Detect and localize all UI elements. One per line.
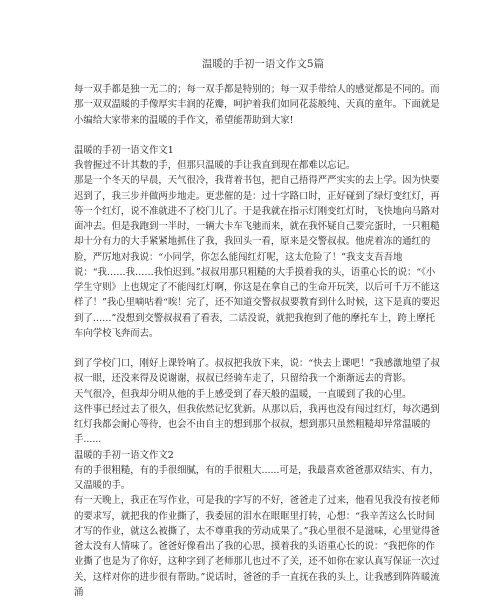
- paragraph-gap: [74, 128, 442, 143]
- section-2-paragraph: 有的手很粗糙，有的手很细腻，有的手很粗大......可是，我最喜欢爸爸那双结实、有力，又温暖的手。: [74, 464, 439, 491]
- section-1-paragraph: 天气很冷，但我却分明从他的手上感受到了春天般的温暖，一直暖到了我的心里。: [74, 388, 412, 400]
- section-1-paragraph: 这件事已经过去了很久，但我依然记忆犹新。从那以后，我再也没有闯过红灯，每次遇到红灯我都会耐心等待，也会不由自主的想到那个叔叔，想到那只虽然粗糙却异常温暖的手......: [74, 403, 440, 446]
- paragraph-gap: [74, 341, 442, 356]
- section-2-paragraph: 有一天晚上，我正在写作业，可是我的字写的不好，爸爸走了过来，他看见我没有按老师的要求写，就把我的作业撕了，我委屈的泪水在眼眶里打转，心想：“我辛苦这么长时间才写的作业，就这么被撕了，太不尊重我的劳动成果了。”我心里很不是滋味，心里觉得爸爸太没有人情味了。爸爸好像看出了我的心思，摸着我的头语重心长的说：“我把你的作业撕了也是为了你好，这种字到了老师那儿也过不了关，还不如你在家认真写保证一次过关，这样对你的进步很有帮助。”说话时，爸爸的手一直抚在我的头上，让我感到阵阵暖流涌: [74, 495, 440, 598]
- section-1-paragraph: 到了学校门口，刚好上课铃响了。叔叔把我放下来，说：“快去上课吧！”我感激地望了叔叔一眼，还没来得及说谢谢，叔叔已经骑车走了，只留给我一个渐渐远去的背影。: [74, 358, 440, 385]
- document-title: 温暖的手初一语文作文5篇: [201, 58, 325, 70]
- section-heading-2: 温暖的手初一语文作文2: [74, 449, 174, 461]
- section-heading-1: 温暖的手初一语文作文1: [74, 144, 174, 156]
- section-1-paragraph: 那是一个冬天的早晨，天气很冷，我背着书包，把自己捂得严严实实的去上学。因为快要迟到了，我三步并做两步地走。更悲催的是：过十字路口时，正好碰到了绿灯变红灯，再等一个红灯，说不准就进不了校门儿了。于是我就在指示灯刚变红灯时，飞快地向马路对面冲去。但是我跑到一半时，一辆大卡车飞驰而来，就在我怀疑自己要完蛋时，一只粗糙却十分有力的大手紧紧地抓住了我，我回头一看，原来是交警叔叔。他虎着冻的通红的脸，严厉地对我说：“小同学，你怎么能闯红灯呢，这太危险了！”我支支吾吾地说：“我……我……我怕迟到。”叔叔用那只粗糙的大手摸着我的头，语重心长的说：“《小学生守则》上也规定了不能闯红灯啊，你这是在拿自己的生命开玩笑，以后可千万不能这样了！”我心里嘀咕着“唉！完了，还不知道交警叔叔要教育到什么时候，这下是真的要迟到了……”没想到交警叔叔看了看表，二话没说，就把我抱到了他的摩托车上，跨上摩托车向学校飞奔而去。: [74, 175, 440, 339]
- section-1-paragraph: 我曾握过不计其数的手，但那只温暖的手让我直到现在都难以忘记。: [74, 160, 356, 171]
- intro-paragraph: 每一双手都是独一无二的；每一双手都是特别的；每一双手带给人的感觉都是不同的。而那一双双温暖的手像厚实丰润的花瓣，呵护着我们如同花蕊般纯、天真的童年。下面就是小编给大家带来的温暖的手作文，希望能帮助到大家!: [74, 84, 440, 126]
